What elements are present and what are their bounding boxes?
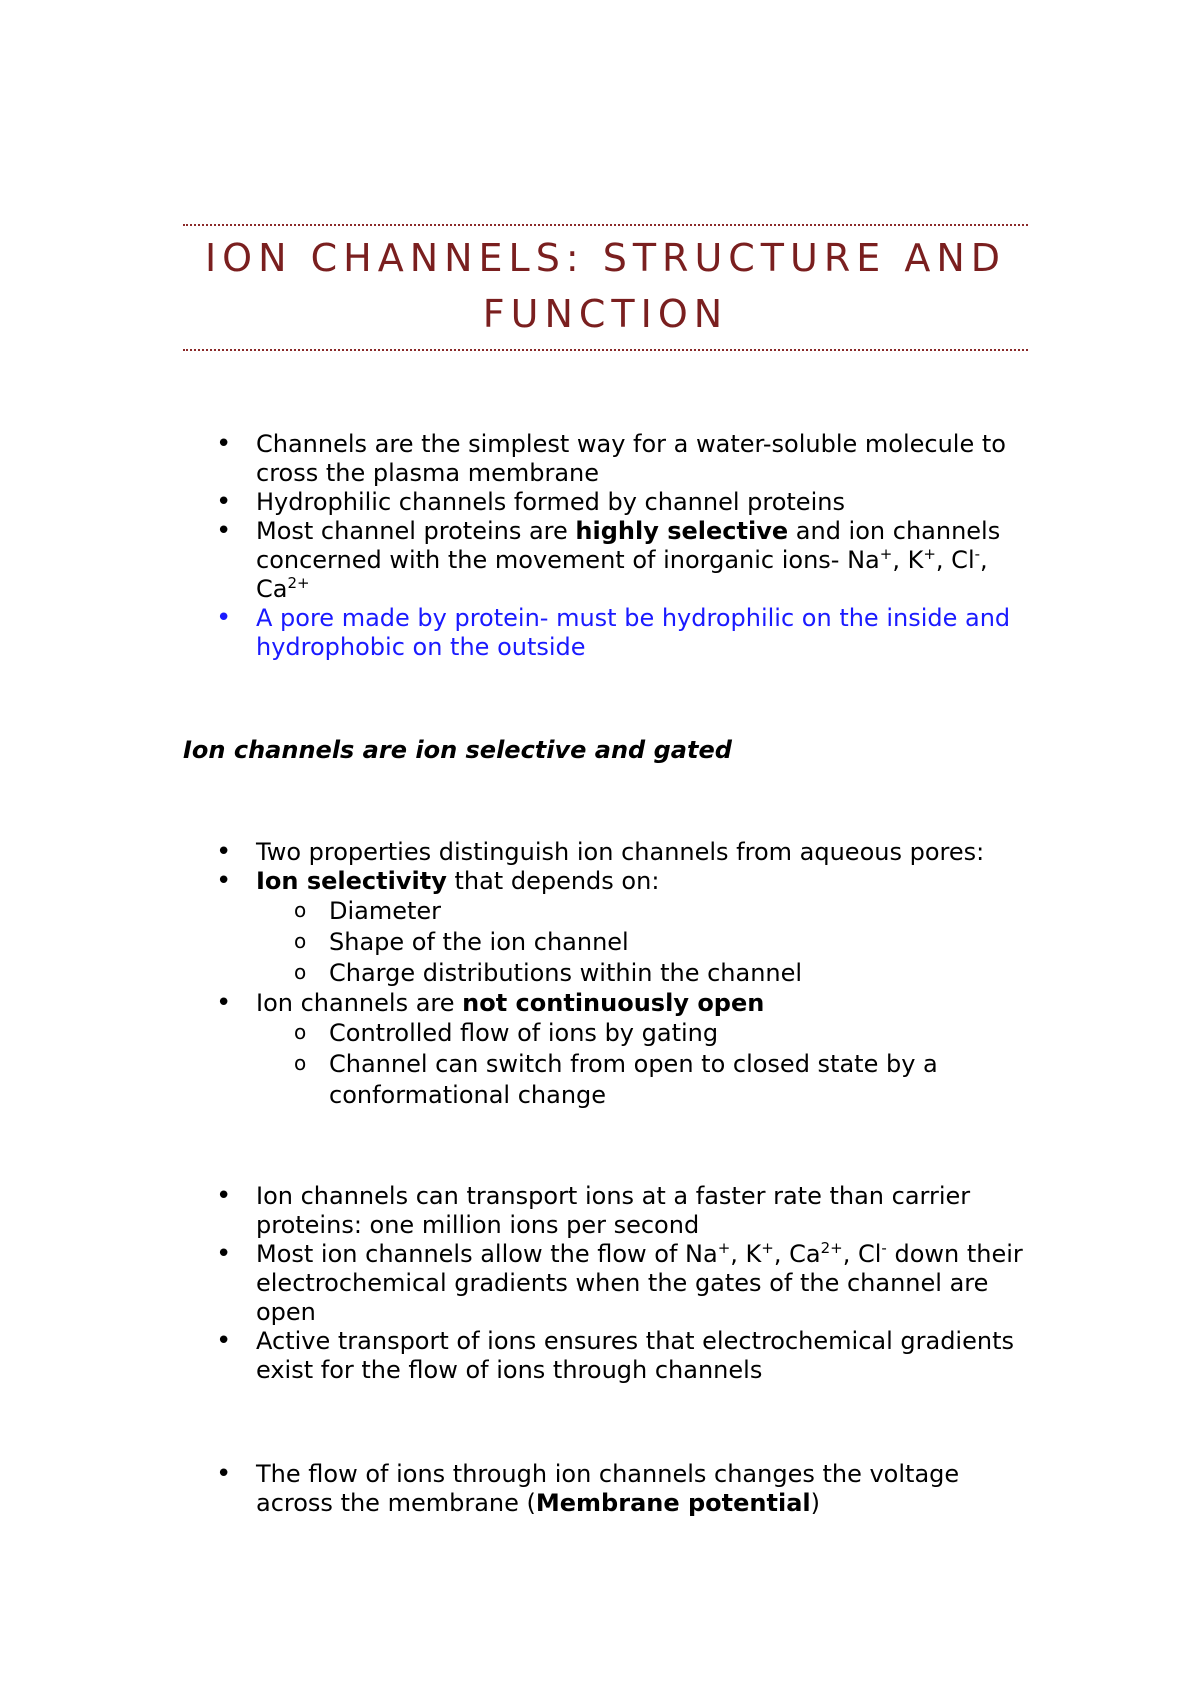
sub-list-item: o Channel can switch from open to closed state by a conformational change: [256, 1049, 1033, 1111]
list-item: • Hydrophilic channels formed by channel proteins: [183, 488, 1033, 517]
list-item: • Ion selectivity that depends on: o Diameter o Shape of the ion channel o Charge distributions within the channel: [183, 867, 1033, 989]
page-title: ION CHANNELS: STRUCTURE AND FUNCTION: [204, 236, 1007, 336]
list-item: • The flow of ions through ion channels changes the voltage across the membrane (Membrane potential): [183, 1460, 1033, 1518]
list-item-highlighted: • A pore made by protein- must be hydrophilic on the inside and hydrophobic on the outside: [183, 604, 1033, 662]
sub-list: [256, 1018, 1033, 1111]
sub-list-item: o Charge distributions within the channel: [256, 958, 1033, 989]
emphasis-text: not continuously open: [462, 989, 765, 1017]
title-top-rule: [183, 224, 1028, 226]
list-item: • Ion channels are not continuously open o Controlled flow of ions by gating o Channel can switch from open to closed state by a conformational change: [183, 989, 1033, 1111]
transport-list: [183, 1182, 1033, 1385]
membrane-potential-list: [183, 1460, 1033, 1518]
sub-list-item: o Diameter: [256, 896, 1033, 927]
list-item: • Most channel proteins are highly selective and ion channels concerned with the movement of inorganic ions- Na+, K+, Cl-, $Ca^{2+}$: [183, 517, 1033, 604]
intro-list: [183, 430, 1033, 662]
sub-list: [256, 896, 1033, 989]
list-item: • Two properties distinguish ion channels from aqueous pores:: [183, 838, 1033, 867]
emphasis-text: Ion selectivity: [256, 867, 447, 895]
sub-list-item: o Controlled flow of ions by gating: [256, 1018, 1033, 1049]
list-item: • Ion channels can transport ions at a faster rate than carrier proteins: one million ions per second: [183, 1182, 1033, 1240]
sub-list-item: o Shape of the ion channel: [256, 927, 1033, 958]
title-bottom-rule: [183, 349, 1028, 351]
list-item: • Active transport of ions ensures that electrochemical gradients exist for the flow of ions through channels: [183, 1327, 1033, 1385]
emphasis-text: Membrane potential: [535, 1489, 811, 1517]
list-item: • Most ion channels allow the flow of Na+, K+, $Ca^{2+}$, Cl- down their electrochemical gradients when the gates of the channel are open: [183, 1240, 1033, 1327]
list-item: • Channels are the simplest way for a water-soluble molecule to cross the plasma membrane: [183, 430, 1033, 488]
properties-list: [183, 838, 1033, 1111]
section-heading: Ion channels are ion selective and gated: [183, 736, 732, 764]
emphasis-text: highly selective: [575, 517, 789, 545]
